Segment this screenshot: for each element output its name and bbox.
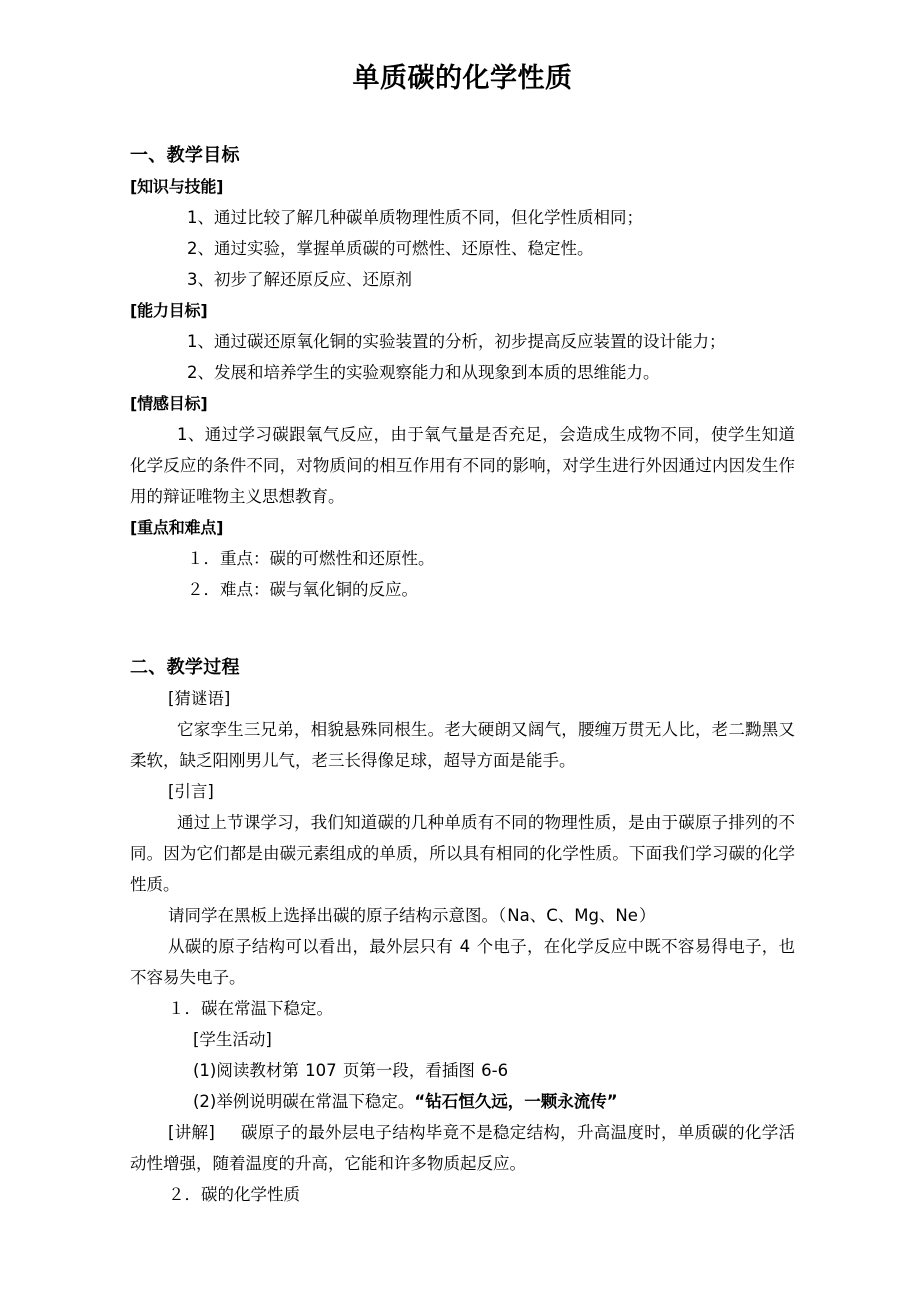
subsection-label-affective-goals: [情感目标] [130,394,208,413]
introduction-text: 通过上节课学习，我们知道碳的几种单质有不同的物理性质，是由于碳原子排列的不同。因为它们都是由碳元素组成的单质，所以具有相同的化学性质。下面我们学习碳的化学性质。 [130,813,795,894]
list-item: 1、通过学习碳跟氧气反应，由于氧气量是否充足，会造成生成物不同，使学生知道化学反应的条件不同，对物质间的相互作用有不同的影响，对学生进行外因通过内因发生作用的辩证唯物主义思想教育。 [130,425,795,506]
diamond-slogan-quote: “钻石恒久远，一颗永流传” [414,1092,618,1111]
explanation-text: 碳原子的最外层电子结构毕竟不是稳定结构，升高温度时，单质碳的化学活动性增强，随着温度的升高，它能和许多物质起反应。 [130,1123,796,1173]
atom-structure-question [130,900,795,931]
section-gap-small [130,636,795,652]
list-item: 1、通过碳还原氧化铜的实验装置的分析，初步提高反应装置的设计能力； [187,332,726,351]
block-label-riddle: [猜谜语] [168,689,231,708]
numbered-point-1: １．碳在常温下稳定。 [168,999,333,1018]
textbook-page-number: 107 [305,1061,337,1080]
section-heading-teaching-process: 二、教学过程 [130,657,240,678]
page-title: 单质碳的化学性质 [352,63,573,94]
numbered-point-2: ２．碳的化学性质 [168,1185,300,1204]
element-symbols: Na、C、Mg、Ne [507,906,638,925]
list-item: 1、通过比较了解几种碳单质物理性质不同，但化学性质相同； [187,208,643,227]
list-item: １．重点：碳的可燃性和还原性。 [187,549,435,568]
list-item: 3、初步了解还原反应、还原剂 [187,270,412,289]
block-label-introduction: [引言] [168,782,214,801]
document-body [130,0,795,1210]
subsection-label-knowledge-skills: [知识与技能] [130,177,224,196]
riddle-text: 它家孪生三兄弟，相貌悬殊同根生。老大硬朗又阔气，腰缠万贯无人比，老二黝黑又柔软，缺乏阳刚男儿气，老三长得像足球，超导方面是能手。 [130,720,795,770]
explanation-paragraph [130,1117,795,1179]
student-activity-item-2 [130,1086,795,1117]
student-activity-item-1 [130,1055,795,1086]
outer-shell-electrons-text [130,931,795,993]
list-item: 2、发展和培养学生的实验观察能力和从现象到本质的思维能力。 [187,363,660,382]
title-spacer [130,96,795,140]
section-gap [130,605,795,636]
atom-structure-question-pre: 请同学在黑板上选择出碳的原子结构示意图。（ [168,906,507,925]
block-label-explanation: [讲解] [168,1123,215,1142]
section-heading-teaching-goals: 一、教学目标 [130,145,240,166]
electron-count: 4 [459,937,471,956]
atom-structure-question-post: ） [638,906,656,925]
figure-number: 6-6 [481,1061,509,1080]
list-item: 2、通过实验，掌握单质碳的可燃性、还原性、稳定性。 [187,239,594,258]
subsection-label-ability-goals: [能力目标] [130,301,208,320]
outer-shell-text-b: 个电子，在化学反应中既不容易得电子，也不容易失电子。 [130,937,796,987]
activity-2-text: (2)举例说明碳在常温下稳定。 [193,1092,415,1111]
block-label-student-activity: [学生活动] [193,1030,272,1049]
subsection-label-key-difficult-points: [重点和难点] [130,518,224,537]
activity-1-text-b: 页第一段，看插图 [337,1061,481,1080]
outer-shell-text-a: 从碳的原子结构可以看出，最外层只有 [168,937,459,956]
list-item: ２．难点：碳与氧化铜的反应。 [187,580,418,599]
activity-1-text-a: (1)阅读教材第 [193,1061,305,1080]
